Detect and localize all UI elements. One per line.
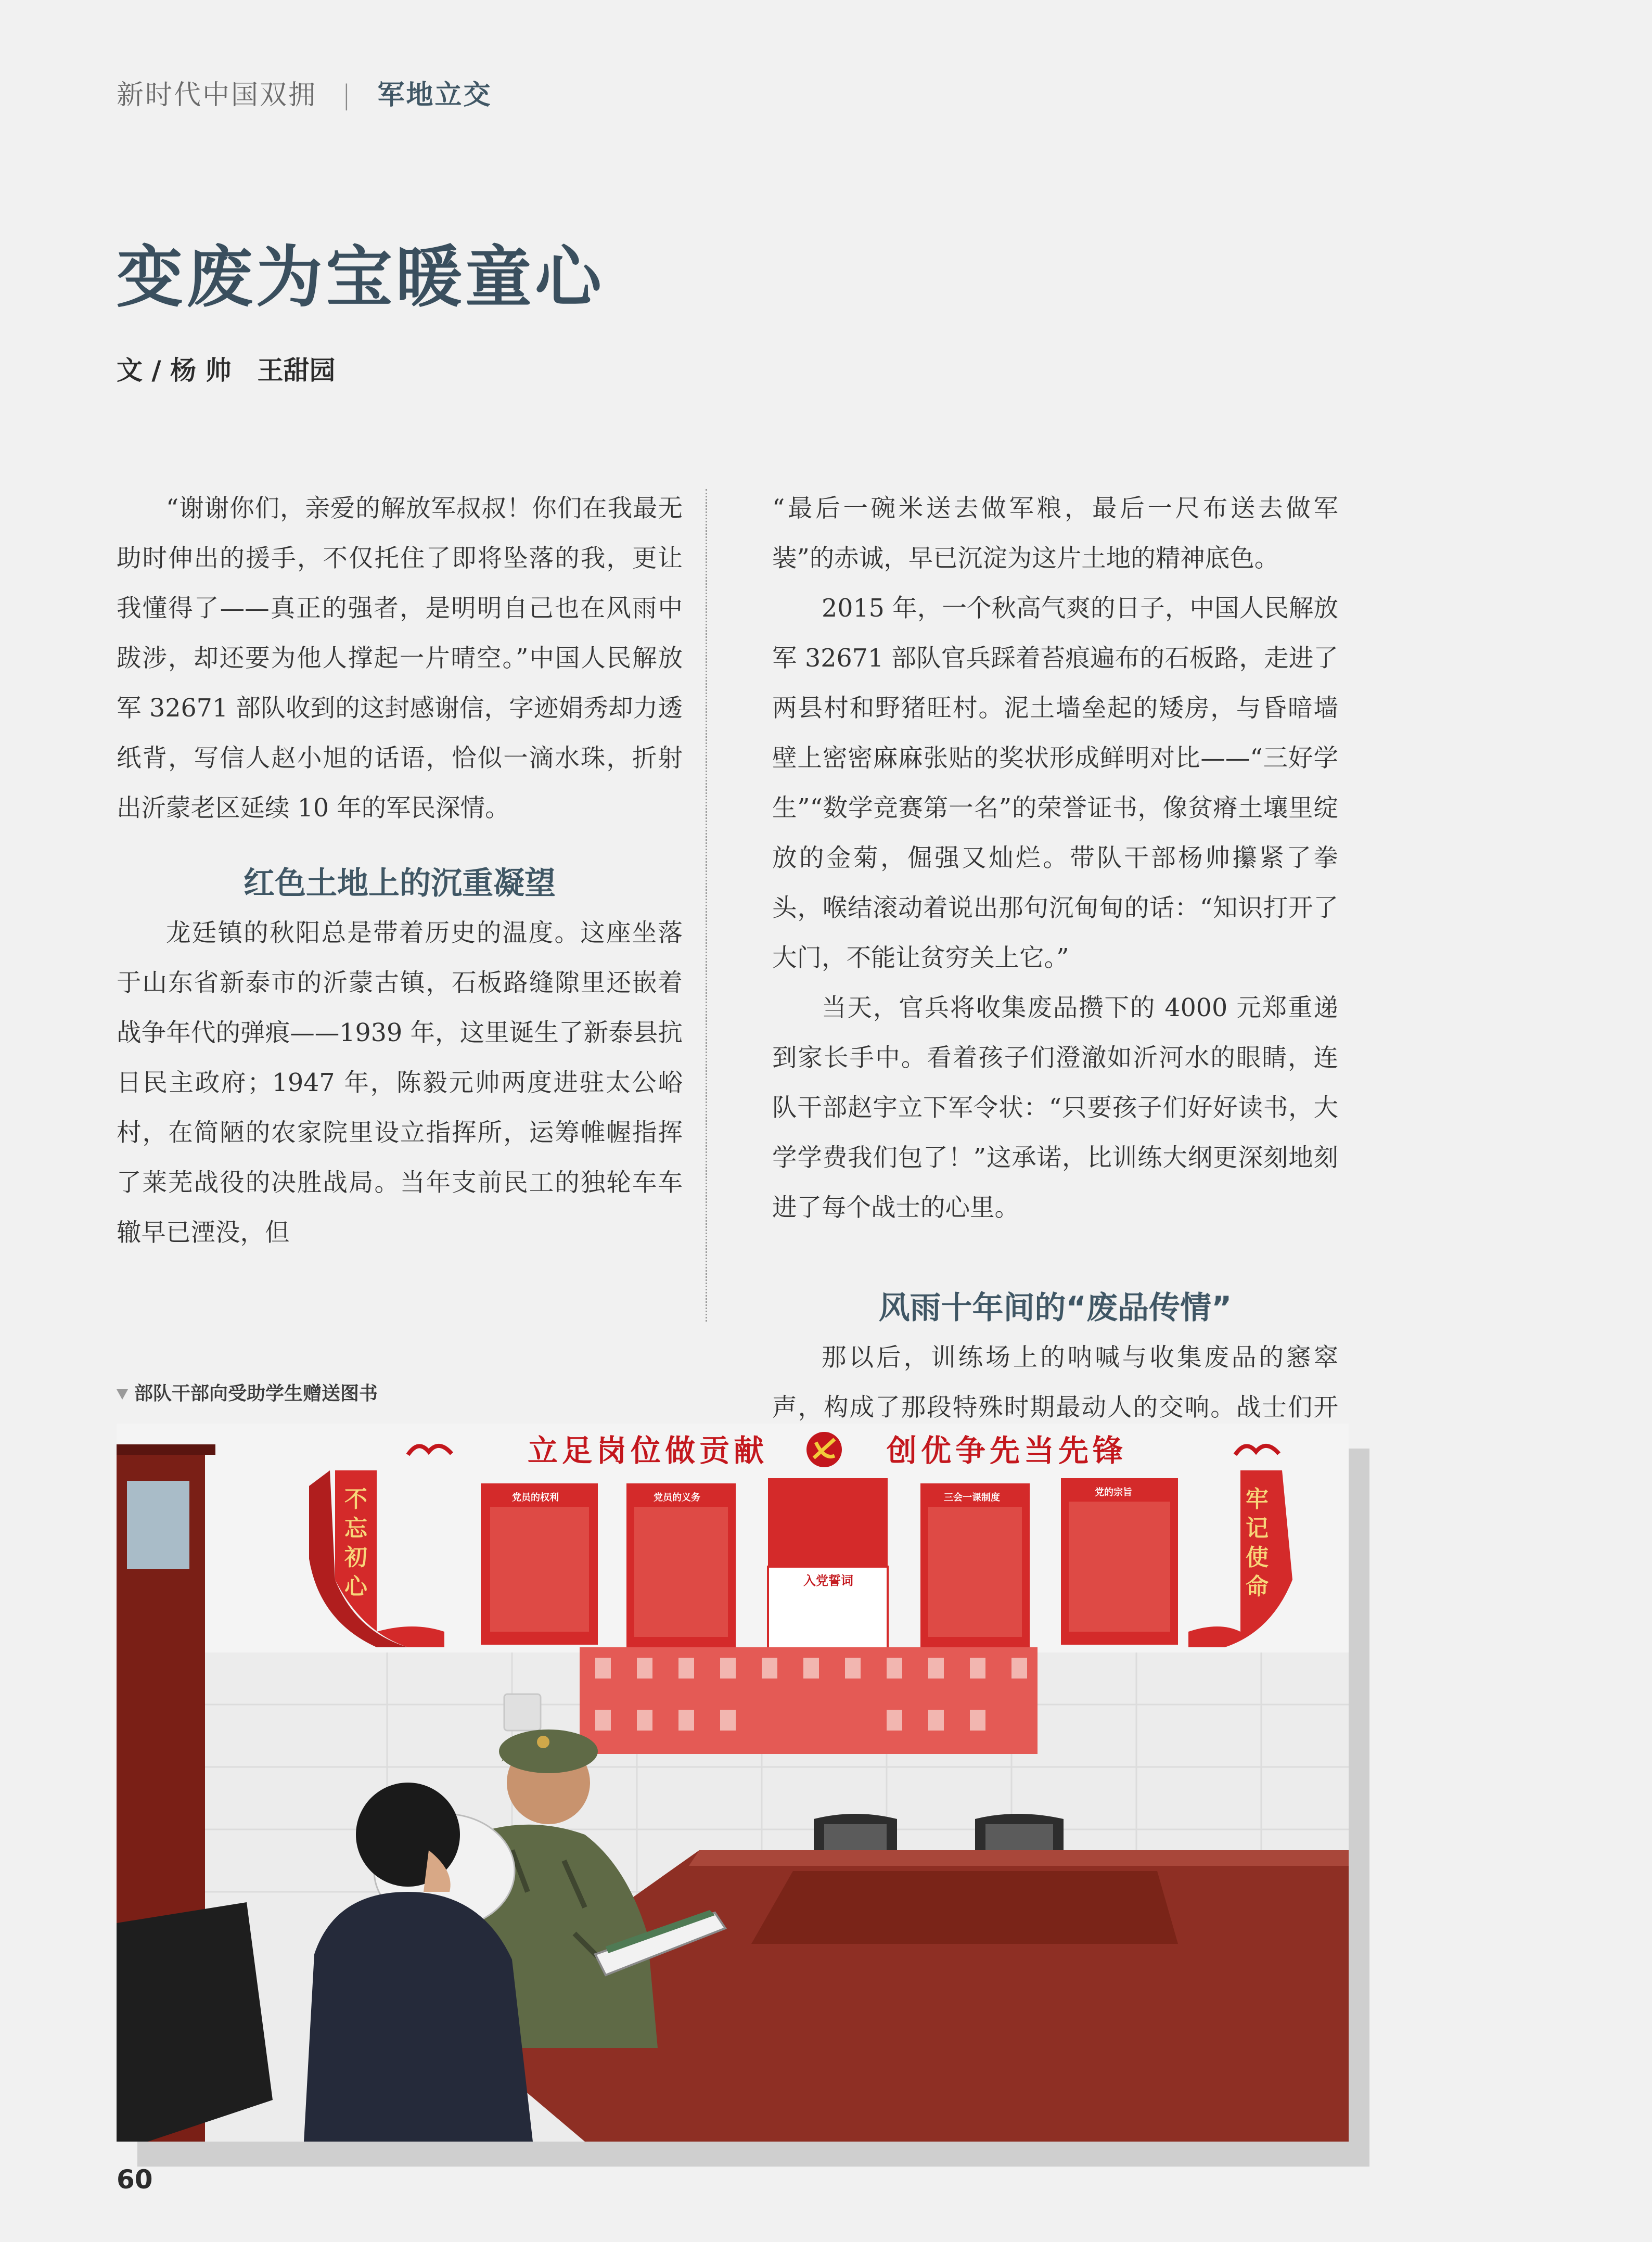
paragraph: 龙廷镇的秋阳总是带着历史的温度。这座坐落于山东省新泰市的沂蒙古镇，石板路缝隙里还嵌着战争年代的弹痕——1939 年，这里诞生了新泰县抗日民主政府；1947 年，陈毅元帅两度进驻太公峪村，在简陋的农家院里设立指挥所，运筹帷幄指挥了莱芜战役的决胜战局。当年支前民工的独轮车车辙早已湮没，但: [117, 919, 683, 1247]
door-frame: [117, 1444, 215, 1455]
article-photo: [117, 1424, 1349, 2142]
board-meetings-title: 三会一课制度: [944, 1492, 1000, 1503]
page-number: 60: [117, 2164, 153, 2195]
scroll-left-text: 不 忘初心: [344, 1486, 367, 1600]
column-name: 新时代中国双拥: [117, 80, 317, 111]
party-emblem-icon: [806, 1432, 842, 1467]
article-byline: 文 / 杨 帅 王甜园: [117, 355, 336, 386]
subheading: 风雨十年间的“废品传情”: [878, 1290, 1232, 1326]
header-separator: |: [342, 80, 353, 111]
scroll-right-text: 牢 记使命: [1246, 1486, 1269, 1600]
table-edge: [689, 1850, 1349, 1866]
table-inner: [751, 1871, 1178, 1944]
student-chair: [117, 1902, 273, 2142]
board-rights-title: 党员的权利: [512, 1492, 559, 1503]
text-column-left: [117, 484, 683, 1258]
banner-right: 创优争先当先锋: [887, 1433, 1128, 1468]
paragraph: 当天，官兵将收集废品攒下的 4000 元郑重递到家长手中。看着孩子们澄澈如沂河水的眼睛，连队干部赵宇立下军令状：“只要孩子们好好读书，大学学费我们包了！”这承诺，比训练大纲更深刻地刻进了每个战士的心里。: [772, 994, 1338, 1222]
caption-marker-icon: [117, 1389, 128, 1400]
paragraph: 那以后，训练场上的呐喊与收集废品的窸窣声，构成了那段特殊时期最动人的交响。战士们开: [772, 1343, 1338, 1422]
banner-left: 立足岗位做贡献: [528, 1433, 769, 1468]
photo-illustration: [117, 1424, 1349, 2142]
section-name: 军地立交: [377, 80, 492, 111]
paragraph: 2015 年，一个秋高气爽的日子，中国人民解放军 32671 部队官兵踩着苔痕遍布的石板路，走进了两县村和野猪旺村。泥土墙垒起的矮房，与昏暗墙壁上密密麻麻张贴的奖状形成鲜明对比——“三好学生”“数学竞赛第一名”的荣誉证书，像贫瘠土壤里绽放的金菊，倔强又灿烂。带队干部杨帅攥紧了拳头，喉结滚动着说出那句沉甸甸的话：“知识打开了大门，不能让贫穷关上它。”: [772, 594, 1338, 972]
board-duties-title: 党员的义务: [654, 1492, 700, 1503]
board-purpose-title: 党的宗旨: [1095, 1487, 1132, 1498]
text-column-right: [772, 484, 1338, 1483]
paragraph: “最后一碗米送去做军粮，最后一尺布送去做军装”的赤诚，早已沉淀为这片土地的精神底色。: [772, 494, 1338, 573]
column-divider: [706, 489, 707, 1322]
article-title: 变废为宝暖童心: [117, 238, 605, 316]
paragraph: “谢谢你们，亲爱的解放军叔叔！你们在我最无助时伸出的援手，不仅托住了即将坠落的我，更让我懂得了——真正的强者，是明明自己也在风雨中跋涉，却还要为他人撑起一片晴空。”中国人民解放军 32671 部队收到的这封感谢信，字迹娟秀却力透纸背，写信人赵小旭的话语，恰似一滴水珠，折射出沂蒙老区延续 10 年的军民深情。: [117, 494, 683, 823]
subheading: 红色土地上的沉重凝望: [244, 865, 556, 902]
door-window: [127, 1481, 189, 1569]
photo-caption: [117, 1379, 378, 1405]
board-oath-top: [768, 1478, 888, 1567]
running-header: [117, 73, 492, 112]
board-oath-title: 入党誓词: [803, 1573, 853, 1588]
caption-text: 部队干部向受助学生赠送图书: [134, 1383, 378, 1404]
dispenser: [504, 1694, 541, 1731]
